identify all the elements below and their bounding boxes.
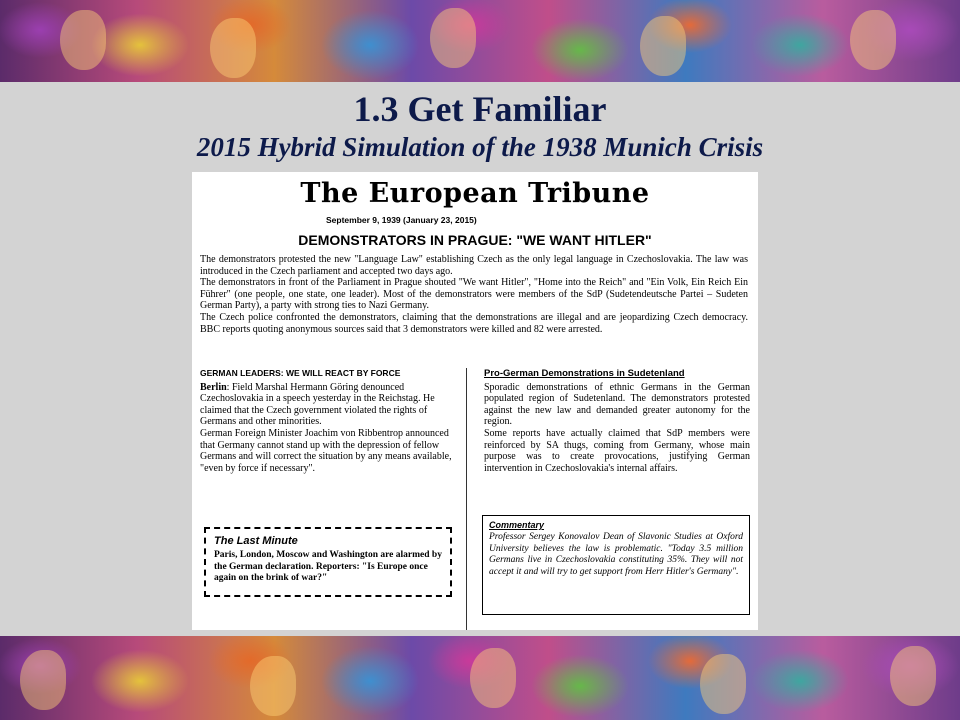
right-column-paragraph: Sporadic demonstrations of ethnic Germans in the German populated region of Sudetenland. The demonstrators protested against the new law and demanded greater autonomy for the region. xyxy=(484,381,750,428)
lead-paragraph: The demonstrators in front of the Parliament in Prague shouted "We want Hitler", "Home into the Reich" and "Ein Volk, Ein Reich Ein Führer" (one people, one state, one leader). Most of the demonstrators were members of the SdP (Sudetendeutsche Partei – Sudeten German Party), a party with strong ties to Nazi Germany. xyxy=(200,277,748,312)
last-minute-box xyxy=(204,527,452,597)
silhouette-head xyxy=(60,10,106,70)
silhouette-head xyxy=(20,650,66,710)
last-minute-heading: The Last Minute xyxy=(214,535,298,547)
silhouette-head xyxy=(640,16,686,76)
right-column-heading: Pro-German Demonstrations in Sudetenland xyxy=(484,368,685,379)
commentary-box xyxy=(482,515,750,615)
location-label: Berlin xyxy=(200,381,227,393)
commentary-heading: Commentary xyxy=(489,520,545,530)
silhouette-head xyxy=(700,654,746,714)
left-column-paragraph xyxy=(200,382,458,428)
silhouette-head xyxy=(430,8,476,68)
left-column-article xyxy=(200,368,458,474)
top-decorative-banner xyxy=(0,0,960,82)
newspaper-dateline: September 9, 1939 (January 23, 2015) xyxy=(326,215,477,225)
last-minute-body: Paris, London, Moscow and Washington are alarmed by the German declaration. Reporters: "Is Europe once again on the brink of war?" xyxy=(214,550,442,583)
newspaper-clipping xyxy=(192,172,758,630)
column-divider xyxy=(466,368,467,630)
left-column-text: : Field Marshal Hermann Göring denounced Czechoslovakia in a speech yesterday in the Reichstag. He claimed that the Czech government violated the rights of Germans and other minorities. xyxy=(200,381,435,428)
right-column-article xyxy=(484,368,750,474)
slide-title-area xyxy=(0,82,960,172)
silhouette-head xyxy=(250,656,296,716)
lead-article xyxy=(200,254,748,335)
bottom-decorative-banner xyxy=(0,636,960,720)
main-headline: DEMONSTRATORS IN PRAGUE: "WE WANT HITLER" xyxy=(298,232,652,248)
slide-title: 1.3 Get Familiar xyxy=(353,89,607,129)
silhouette-head xyxy=(210,18,256,78)
left-column-paragraph: German Foreign Minister Joachim von Ribbentrop announced that Germany cannot stand up with the depression of fellow Germans and will correct the situation by any means available, "even by force if necessary". xyxy=(200,427,452,474)
left-column-heading: GERMAN LEADERS: WE WILL REACT BY FORCE xyxy=(200,368,401,378)
lead-paragraph: The Czech police confronted the demonstrators, claiming that the demonstrations are illegal and are jeopardizing Czech democracy. BBC reports quoting anonymous sources said that 3 demonstrators were killed and 82 were arrested. xyxy=(200,311,748,335)
slide-subtitle: 2015 Hybrid Simulation of the 1938 Munich Crisis xyxy=(196,132,764,162)
silhouette-head xyxy=(890,646,936,706)
silhouette-head xyxy=(850,10,896,70)
newspaper-masthead: The European Tribune xyxy=(300,178,650,209)
right-column-paragraph: Some reports have actually claimed that SdP members were reinforced by SA thugs, coming from Germany, whose main purpose was to create provocations, justifying German intervention in Czechoslovakia's internal affairs. xyxy=(484,427,750,474)
silhouette-head xyxy=(470,648,516,708)
commentary-body: Professor Sergey Konovalov Dean of Slavonic Studies at Oxford University believes the law is problematic. "Today 3.5 million Germans live in Czechoslovakia constituting 35%. They will not accept it and will try to get support from Herr Hitler's Germany". xyxy=(489,532,743,577)
lead-paragraph: The demonstrators protested the new "Language Law" establishing Czech as the only legal language in Czechoslovakia. The law was introduced in the Czech parliament and accepted two days ago. xyxy=(200,254,748,277)
